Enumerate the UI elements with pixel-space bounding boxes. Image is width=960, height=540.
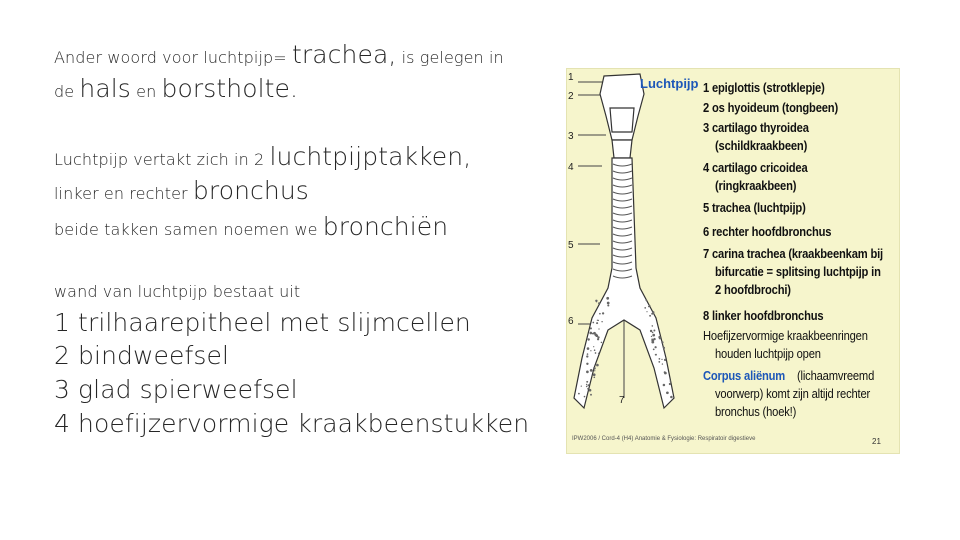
figure-number: 1 [568,72,574,83]
stipple-dot [669,383,671,385]
stipple-dot [593,332,596,335]
keyword-bronchus: bronchus [192,176,309,205]
branch-text: Luchtpijp vertakt zich in 2 [54,150,265,169]
legend-item: bifurcatie = splitsing luchtpijp in [715,264,881,279]
stipple-dot [659,358,661,360]
stipple-dot [601,321,602,322]
stipple-dot [653,330,655,332]
branch-text: linker en rechter [54,184,188,203]
legend-item: 5 trachea (luchtpijp) [703,200,806,215]
keyword-hals: hals [79,74,131,103]
stipple-dot [590,394,592,396]
legend-item: (lichaamvreemd [797,368,875,383]
stipple-dot [650,330,652,332]
stipple-dot [646,300,648,302]
stipple-dot [586,384,587,385]
figure-number: 3 [568,131,574,142]
stipple-dot [598,353,599,354]
stipple-dot [666,391,669,394]
wall-intro: wand van luchtpijp bestaat uit [54,282,301,301]
figure-number: 4 [568,162,574,173]
keyword-trachea: trachea, [291,40,397,69]
list-item: 4 hoefijzervormige kraakbeenstukken [54,409,530,438]
legend-item: 2 hoofdbrochi) [715,282,791,297]
figure-number: 2 [568,91,574,102]
stipple-dot [661,359,662,360]
stipple-dot [586,355,588,357]
list-item: 3 glad spierweefsel [54,375,298,404]
stipple-dot [607,302,610,305]
legend-item: 6 rechter hoofdbronchus [703,224,832,239]
stipple-dot [651,336,652,337]
stipple-dot [651,338,653,340]
stipple-dot [655,346,657,348]
intro-text: Ander woord voor luchtpijp= [54,48,287,67]
stipple-dot [599,313,601,315]
stipple-dot [594,349,596,351]
stipple-dot [602,312,604,314]
stipple-dot [587,353,589,355]
stipple-dot [592,322,594,324]
stipple-dot [664,359,666,361]
stipple-dot [598,302,600,304]
branch-line-3 [54,212,448,241]
stipple-dot [661,341,663,343]
intro-line-1 [54,40,504,69]
legend-item: (ringkraakbeen) [715,178,797,193]
stipple-dot [587,347,590,350]
stipple-dot [644,307,646,309]
stipple-dot [652,334,655,337]
stipple-dot [597,320,598,321]
stipple-dot [658,336,660,338]
legend-item: bronchus (hoek!) [715,404,797,419]
stipple-dot [652,311,654,313]
figure-title: Luchtpijp [640,76,699,91]
stipple-dot [664,372,667,375]
stipple-dot [590,350,591,351]
intro-text: is gelegen in [401,48,504,67]
stipple-dot [595,352,597,354]
legend-item: 4 cartilago cricoidea [703,160,808,175]
legend-item: Corpus aliënum [703,368,786,383]
stipple-dot [595,300,597,302]
stipple-dot [581,385,582,386]
intro-line-2 [54,74,298,103]
legend-item: 7 carina trachea (kraakbeenkam bij [703,246,883,261]
figure-page-number: 21 [872,437,881,446]
list-item: 1 trilhaarepitheel met slijmcellen [54,308,471,337]
figure-number: 5 [568,240,574,251]
list-item: 2 bindweefsel [54,341,230,370]
stipple-dot [589,389,592,392]
stipple-dot [588,384,590,386]
stipple-dot [590,327,592,329]
stipple-dot [598,328,599,329]
intro-text: en [136,82,157,101]
stipple-dot [653,348,655,350]
stipple-dot [649,315,651,317]
stipple-dot [586,386,588,388]
stipple-dot [587,338,589,340]
branch-line-1 [54,142,471,171]
figure-footer: IPW2006 / Cord-4 (H4) Anatomie & Fysiologie: Respiratoir digestieve [572,436,756,442]
legend-item: voorwerp) komt zijn altijd rechter [715,386,871,401]
stipple-dot [670,380,671,381]
legend-item: 3 cartilago thyroidea [703,120,809,135]
stipple-dot [601,342,603,344]
stipple-dot [587,388,589,390]
stipple-dot [578,393,580,395]
stipple-dot [663,384,666,387]
stipple-dot [584,396,586,398]
stipple-dot [606,297,609,300]
stipple-dot [646,311,647,312]
stipple-dot [655,354,657,356]
legend-item: houden luchtpijp open [715,346,821,361]
legend-item: 8 linker hoofdbronchus [703,308,824,323]
stipple-dot [596,364,599,367]
stipple-dot [596,322,598,324]
stipple-dot [652,332,654,334]
legend-item: Hoefijzervormige kraakbeenringen [703,328,868,343]
stipple-dot [586,371,589,374]
stipple-dot [648,306,649,307]
stipple-dot [594,370,595,371]
branch-text: beide takken samen noemen we [54,220,318,239]
stipple-dot [586,381,588,383]
stipple-dot [593,367,596,370]
stipple-dot [593,376,595,378]
stipple-dot [670,396,673,399]
legend-item: 2 os hyoideum (tongbeen) [703,100,839,115]
stipple-dot [586,363,588,365]
stipple-dot [589,332,592,335]
keyword-borstholte: borstholte. [161,74,299,103]
figure-number: 6 [568,316,574,327]
legend-item: (schildkraakbeen) [715,138,808,153]
stipple-dot [593,373,596,376]
figure-number: 7 [619,395,625,406]
keyword-luchtpijptakken: luchtpijptakken, [269,142,472,171]
keyword-bronchien: bronchiën [322,212,449,241]
stipple-dot [607,304,609,306]
stipple-dot [652,325,654,327]
intro-text: de [54,82,75,101]
stipple-dot [662,363,663,364]
stipple-dot [663,347,665,349]
legend-item: 1 epiglottis (strotklepje) [703,80,825,95]
branch-line-2 [54,176,309,205]
stipple-dot [658,361,660,363]
stipple-dot [593,346,594,347]
stipple-dot [590,369,593,372]
